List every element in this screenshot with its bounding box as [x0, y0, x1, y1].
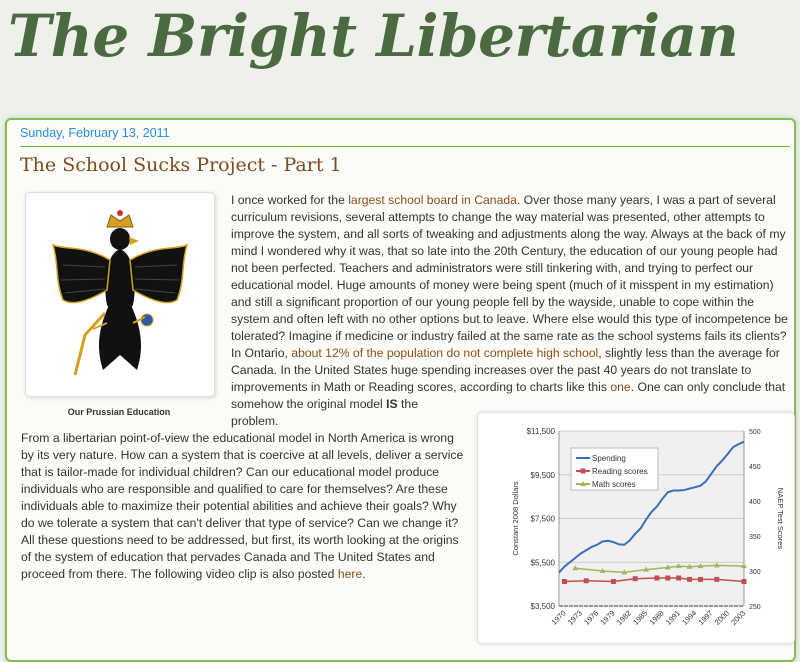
x-tick-label: 2000: [712, 608, 731, 627]
x-tick-label: 1979: [598, 608, 617, 627]
link-here[interactable]: here: [337, 567, 363, 581]
data-point: [687, 577, 692, 582]
image-caption: Our Prussian Education: [67, 407, 171, 417]
paragraph-2: From a libertarian point-of-view the educational model in North America is wrong by its very nature. How can a system that is coercive at all levels, deliver a service that is tailor-made for individual children? Can our educational model produce individuals who are responsible and qualified to care for themselves? Are these individuals able to maximize their potential abilities and achieve their goals? Why do we tolerate a system that can't deliver that type of service? Can we change it?: [21, 431, 464, 530]
post-date: Sunday, February 13, 2011: [20, 126, 170, 140]
x-tick-label: 1970: [549, 608, 568, 627]
legend-marker: [581, 469, 586, 474]
image-figure: [21, 192, 227, 428]
post-title[interactable]: The School Sucks Project - Part 1: [20, 154, 342, 176]
y2-tick-label: 300: [749, 569, 761, 576]
chart: [478, 413, 794, 643]
text: , slightly less than the average for Canada. In the United States huge spending increases over the past 40 years do not translate to improvements in Math or Reading scores, according to charts like this: [231, 346, 780, 394]
prussian-eagle-image[interactable]: [25, 192, 215, 397]
data-point: [562, 579, 567, 584]
y2-tick-label: 400: [749, 499, 761, 506]
data-point: [698, 577, 703, 582]
x-tick-label: 2003: [729, 608, 748, 627]
link-one[interactable]: one: [610, 380, 631, 394]
legend-label: Spending: [592, 454, 626, 463]
y2-tick-label: 350: [749, 534, 761, 541]
y-tick-label: $3,500: [530, 602, 555, 611]
x-tick-label: 1997: [696, 608, 715, 627]
legend-label: Math scores: [592, 480, 636, 489]
text: . One can only conclude that somehow the original model: [231, 380, 786, 411]
date-divider: [20, 146, 790, 147]
data-point: [676, 576, 681, 581]
text: All these questions need to be addressed, but first, its worth looking at the origins of the system of education that pervades Canada and The United States and proceed from there. The following video clip is also posted: [21, 533, 459, 581]
legend-label: Reading scores: [592, 467, 648, 476]
spacer: [790, 192, 791, 412]
post-body: [21, 192, 791, 644]
y2-tick-label: 500: [749, 429, 761, 436]
data-point: [654, 576, 659, 581]
y-tick-label: $11,500: [526, 427, 555, 436]
link-12-percent[interactable]: about 12% of the population do not complete high school: [291, 346, 599, 360]
spending-chart-image[interactable]: [477, 412, 795, 644]
text: . Over those many years, I was a part of several curriculum revisions, several attempts to change the way material was presented, other attempts to improve the system, and all sorts of tweaking and adjustments along the way. Always at the back of my mind I wondered why it was, that so late into the 20th Century, the education of our young people had not been perfected. Teachers and administrators were still tinkering with, and trying to perfect our educational model. Huge amounts of money were being spent (much of it misspent in my estimation) and still a significant proportion of our young people fell by the wayside, unable to cope within the system and often left with no other options but to leave. Where else would this type of incompetence be tolerated? Imagine if medicine or industry failed at the same rate as the school systems fails its clients? In Ontario,: [231, 193, 788, 360]
data-point: [665, 576, 670, 581]
data-point: [714, 577, 719, 582]
data-point: [742, 579, 747, 584]
x-tick-label: 1973: [565, 608, 585, 627]
y-tick-label: $9,500: [530, 470, 555, 480]
data-point: [584, 578, 589, 583]
data-point: [633, 576, 638, 581]
blog-post: [5, 118, 796, 662]
x-tick-label: 1994: [680, 608, 699, 627]
y-axis-label: Constant 2008 Dollars: [511, 481, 520, 556]
eagle-icon: [45, 205, 195, 385]
text: the problem.: [231, 397, 418, 428]
x-tick-label: 1991: [663, 608, 682, 627]
x-tick-label: 1985: [631, 608, 650, 627]
y-tick-label: $7,500: [530, 514, 555, 524]
y2-tick-label: 250: [749, 604, 761, 611]
x-tick-label: 1982: [614, 608, 634, 627]
bold-is: IS: [386, 397, 398, 411]
data-point: [611, 579, 616, 584]
x-tick-label: 1976: [582, 608, 601, 627]
y2-axis-label: NAEP Test Scores: [776, 487, 785, 550]
text: I once worked for the: [231, 193, 349, 207]
x-tick-label: 1988: [647, 608, 666, 627]
y2-tick-label: 450: [749, 464, 761, 471]
link-largest-school-board[interactable]: largest school board in Canada: [348, 193, 517, 207]
blog-title[interactable]: The Bright Libertarian: [8, 2, 739, 70]
y-tick-label: $5,500: [530, 558, 555, 568]
text: .: [362, 567, 366, 581]
